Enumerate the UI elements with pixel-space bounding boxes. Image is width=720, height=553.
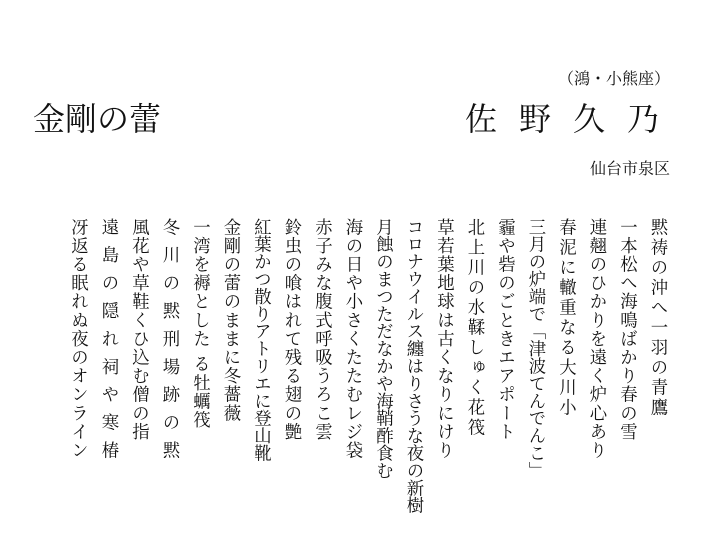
group-name: （鴻・小熊座） — [557, 69, 670, 88]
haiku-line-10: 月蝕のまつただなかや海鞘酢食む — [372, 218, 393, 479]
haiku-line-4: 春泥に轍重なる大川小 — [555, 218, 576, 418]
haiku-columns — [24, 218, 672, 523]
work-title: 金剛の蕾 — [33, 100, 162, 138]
author-name: 佐野久乃 — [465, 100, 682, 138]
haiku-line-5: 三月の炉端で「津波てんでんこ」 — [525, 218, 545, 479]
haiku-line-7: 北上川の水鞣しゅく花筏 — [464, 218, 484, 438]
haiku-line-19: 遠島の隠れ祠や寒椿 — [98, 218, 118, 470]
haiku-line-1: 黙祷の沖へ一羽の青鷹 — [647, 218, 667, 418]
haiku-line-14: 紅葉かつ散りアトリエに登山靴 — [250, 218, 271, 462]
haiku-line-13: 鈴虫の喰はれて残る翅の艶 — [281, 218, 301, 442]
haiku-line-16: 一湾を褥とした る牡蠣筏 — [189, 218, 210, 430]
haiku-line-18: 風花や草鞋くひ込む僧の指 — [128, 218, 149, 442]
haiku-line-12: 赤子みな腹式呼吸うろこ雲 — [311, 218, 332, 442]
haiku-line-8: 草若葉地球は古くなりにけり — [433, 218, 454, 460]
haiku-line-9: コロナウイルス纏はりさうな夜の新樹 — [403, 218, 423, 514]
haiku-line-20: 冴返る眠れぬ夜のオンライン — [67, 218, 88, 460]
haiku-line-11: 海の日や小さくたたむレジ袋 — [342, 218, 362, 460]
haiku-line-6: 霾や砦のごときエアポート — [494, 218, 515, 442]
haiku-line-2: 一本松へ海鳴ばかり春の雪 — [616, 218, 637, 442]
haiku-line-15: 金剛の蕾のままに冬薔薇 — [220, 218, 240, 423]
author-location: 仙台市泉区 — [589, 159, 670, 178]
haiku-line-3: 連翹のひかりを遠く炉心あり — [586, 218, 606, 460]
haiku-line-17: 冬川の黙刑場跡の黙 — [159, 218, 179, 470]
